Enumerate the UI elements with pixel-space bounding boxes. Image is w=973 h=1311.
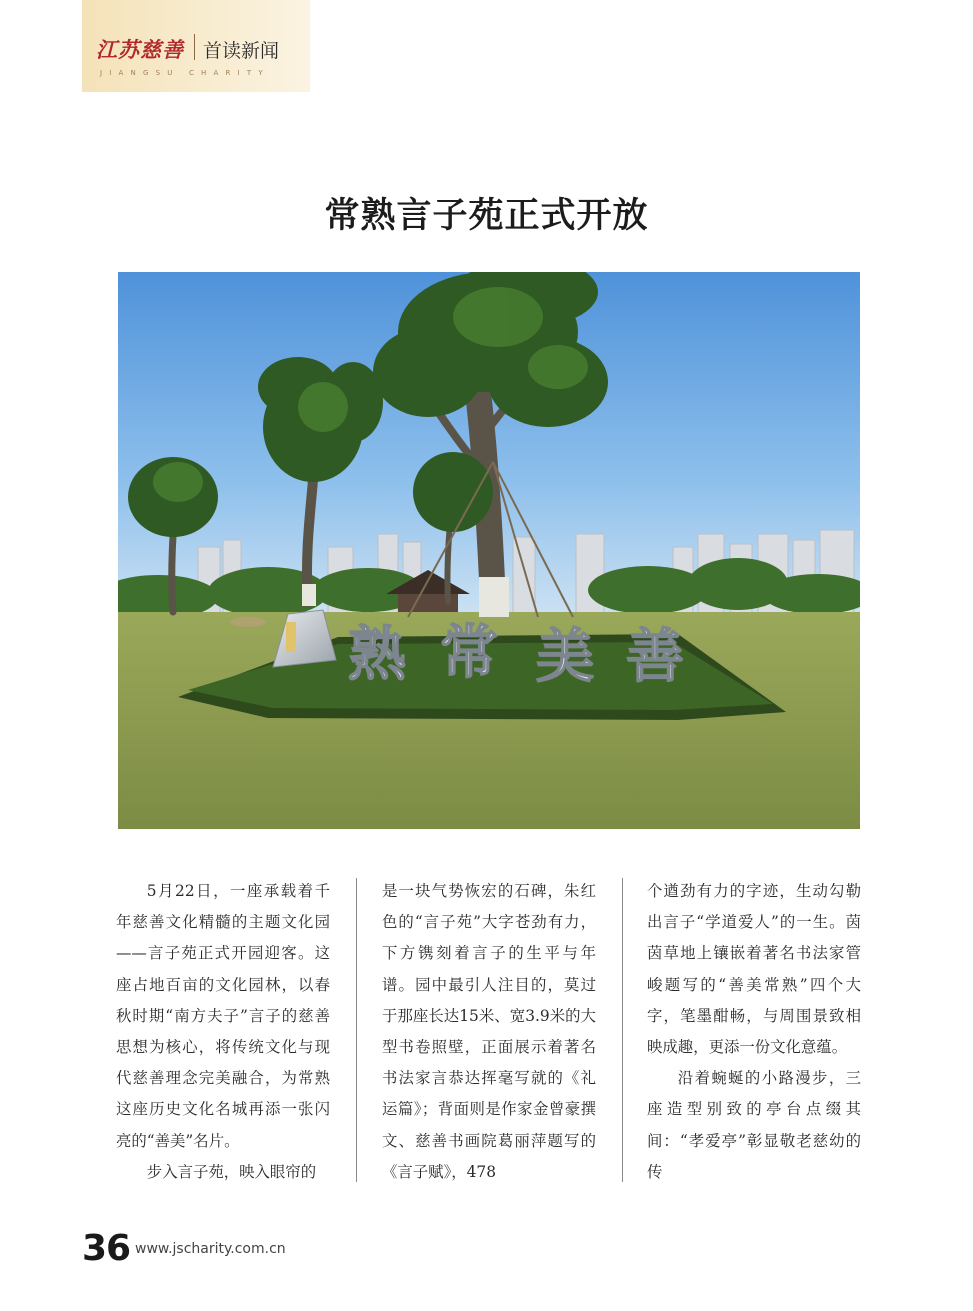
column-divider xyxy=(356,878,357,1182)
article-photo xyxy=(118,272,860,829)
sign-character: 常 xyxy=(440,618,499,686)
brand-logo-en: JIANGSU CHARITY xyxy=(100,69,270,77)
text-column-2 xyxy=(382,876,596,1188)
text-column-3 xyxy=(647,876,861,1188)
website-url[interactable]: www.jscharity.com.cn xyxy=(135,1241,286,1257)
paragraph: 步入言子苑，映入眼帘的 xyxy=(146,1162,317,1181)
article-title: 常熟言子苑正式开放 xyxy=(324,196,649,236)
column-divider xyxy=(622,878,623,1182)
brand-logo-cn: 江苏慈善 xyxy=(96,37,184,62)
header-divider xyxy=(194,34,195,60)
sign-character: 美 xyxy=(536,622,595,690)
page-number: 36 xyxy=(82,1228,131,1269)
section-title: 首读新闻 xyxy=(203,40,280,62)
paragraph: 个遒劲有力的字迹，生动勾勒出言子“学道爱人”的一生。茵茵草地上镶嵌着著名书法家管峻题写的“善美常熟”四个大字，笔墨酣畅，与周围景致相映成趣，更添一份文化意蕴。 xyxy=(647,882,861,1057)
paragraph: 沿着蜿蜒的小路漫步，三座造型别致的亭台点缀其间：“孝爱亭”彰显敬老慈幼的传 xyxy=(647,1069,861,1181)
paragraph: 是一块气势恢宏的石碑，朱红色的“言子苑”大字苍劲有力，下方镌刻着言子的生平与年谱。园中最引人注目的，莫过于那座长达15米、宽3.9米的大型书卷照壁，正面展示着著名书法家言恭达挥毫写就的《礼运篇》；背面则是作家金曾豪撰文、慈善书画院葛丽萍题写的《言子赋》，478 xyxy=(382,882,596,1181)
sign-character: 善 xyxy=(626,622,685,690)
paragraph: 5月22日，一座承载着千年慈善文化精髓的主题文化园——言子苑正式开园迎客。这座占地百亩的文化园林，以春秋时期“南方夫子”言子的慈善思想为核心，将传统文化与现代慈善理念完美融合，为常熟这座历史文化名城再添一张闪亮的“善美”名片。 xyxy=(116,882,330,1150)
sign-character: 熟 xyxy=(348,620,407,688)
text-column-1 xyxy=(116,876,330,1188)
